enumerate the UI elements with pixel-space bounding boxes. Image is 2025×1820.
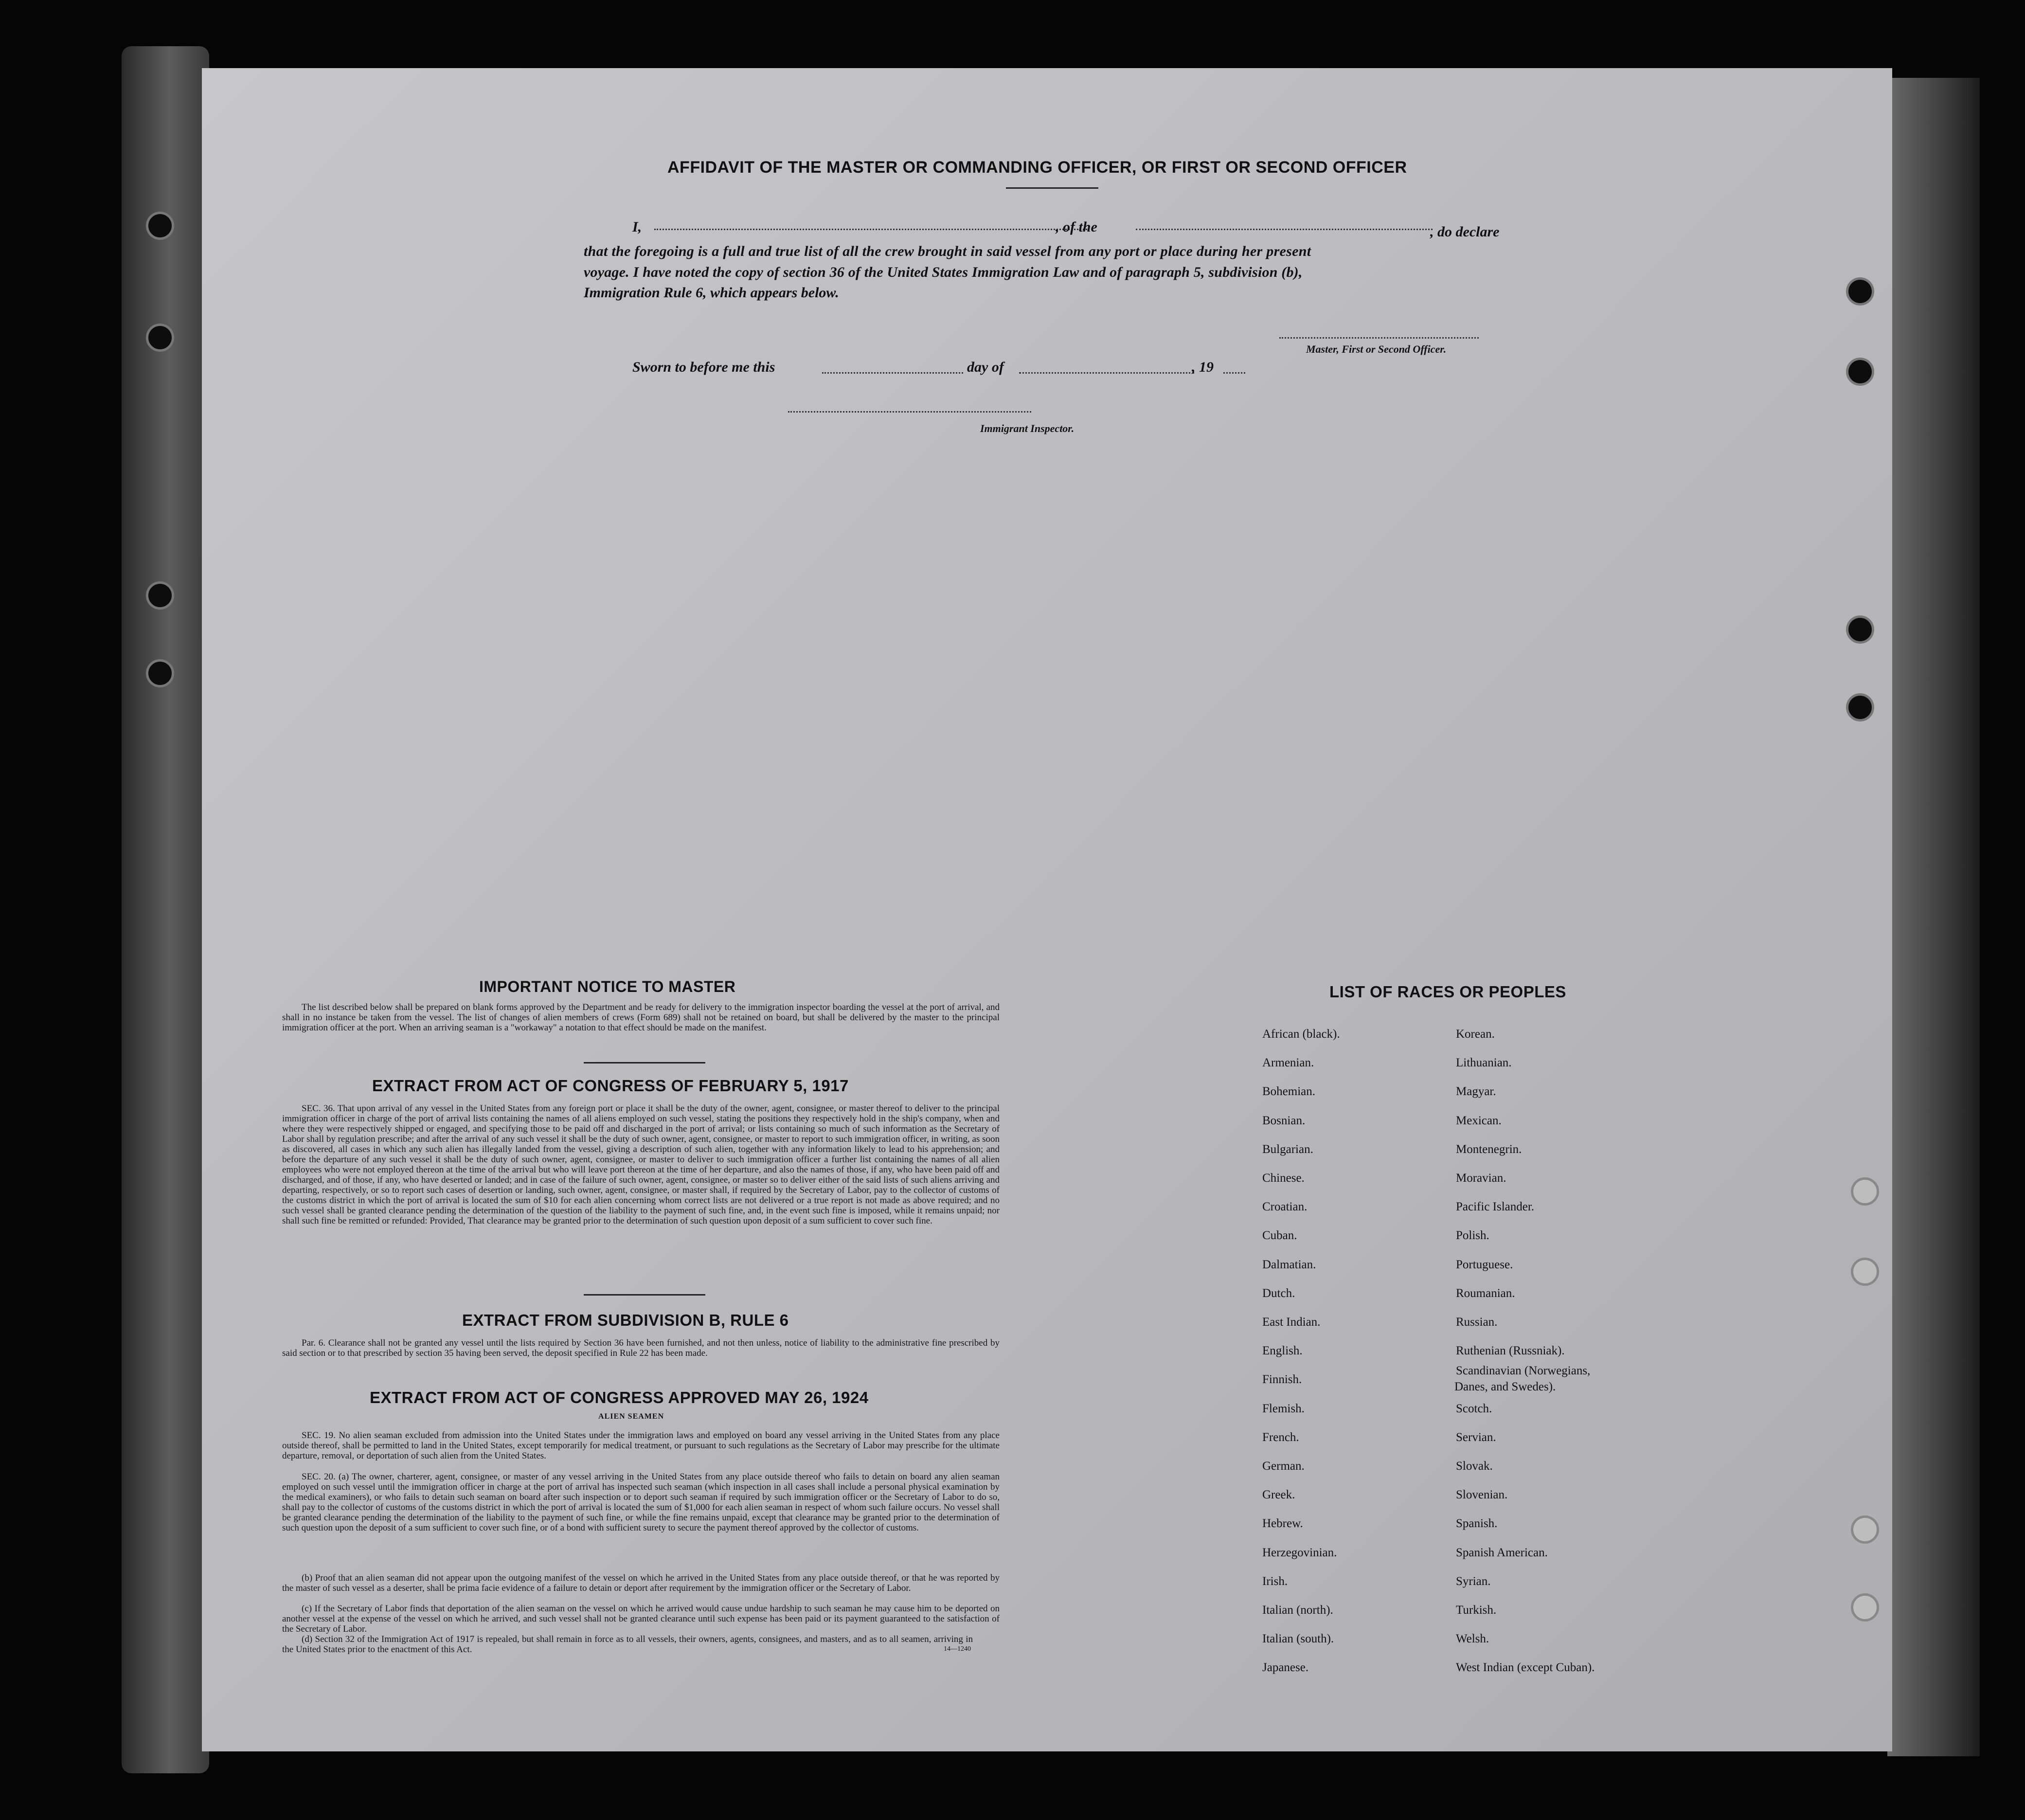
sec-19-text: SEC. 19. No alien seaman excluded from admission into the United States under the immigration laws and employed on board any vessel arriving in the United States from any place outside thereof, shall be permitted to land in the United States, except temporarily for medical treatment, or pursuant to such regulations as the Secretary of Labor may prescribe for the ultimate departure, removal, or deportation of such alien from the United States. <box>282 1430 1000 1461</box>
race-item: Syrian. <box>1456 1574 1491 1588</box>
binder-hole <box>146 212 174 240</box>
race-item: Portuguese. <box>1456 1258 1513 1271</box>
sec-20d-text: (d) Section 32 of the Immigration Act of 1917 is repealed, but shall remain in force as to all vessels, their owners, agents, consignees, and masters, and as to all seamen, arriving in the United States prior to the enactment of this Act. <box>282 1634 973 1655</box>
binder-hole <box>146 659 174 687</box>
rule-6-title: EXTRACT FROM SUBDIVISION B, RULE 6 <box>462 1311 789 1329</box>
race-item: Dutch. <box>1262 1286 1295 1300</box>
officer-signature-line[interactable] <box>1279 337 1479 339</box>
binder-hole <box>1846 693 1874 721</box>
race-item: Bulgarian. <box>1262 1142 1313 1156</box>
affidavit-declare: , do declare <box>1430 224 1500 240</box>
race-item: East Indian. <box>1262 1315 1321 1329</box>
race-item: African (black). <box>1262 1027 1340 1041</box>
race-item: Roumanian. <box>1456 1286 1515 1300</box>
race-item: Bohemian. <box>1262 1085 1316 1099</box>
race-item: Irish. <box>1262 1574 1288 1588</box>
alien-seamen-subtitle: ALIEN SEAMEN <box>598 1412 664 1421</box>
binder-hole <box>1846 615 1874 644</box>
race-item: Flemish. <box>1262 1402 1305 1415</box>
race-item: Russian. <box>1456 1315 1498 1329</box>
affidavit-of-the: , of the <box>1056 219 1097 235</box>
race-item: Slovenian. <box>1456 1488 1508 1502</box>
race-item: Bosnian. <box>1262 1114 1306 1127</box>
race-item: Japanese. <box>1262 1661 1309 1675</box>
race-item: Greek. <box>1262 1488 1295 1502</box>
affidavit-line-3: voyage. I have noted the copy of section 36 of the United States Immigration Law and of paragraph 5, subdivision (b), <box>584 264 1303 280</box>
notice-rule <box>584 1062 705 1063</box>
race-item: Spanish American. <box>1456 1546 1548 1559</box>
sworn-month-blank[interactable] <box>1019 372 1194 374</box>
race-item: Slovak. <box>1456 1460 1493 1473</box>
binder-hole <box>1851 1593 1879 1622</box>
binder-left-strip <box>122 46 209 1773</box>
binder-hole <box>1851 1177 1879 1206</box>
inspector-signature-line[interactable] <box>788 411 1031 413</box>
race-item: Moravian. <box>1456 1171 1506 1185</box>
notice-title: IMPORTANT NOTICE TO MASTER <box>479 978 736 995</box>
race-item: Italian (north). <box>1262 1604 1333 1617</box>
officer-signature-label: Master, First or Second Officer. <box>1306 343 1447 355</box>
name-blank[interactable] <box>654 229 1087 230</box>
binder-hole <box>1851 1515 1879 1544</box>
sec-20a-text: SEC. 20. (a) The owner, charterer, agent, consignee, or master of any vessel arriving in the United States from any place outside thereof who fails to detain on board any alien seaman employed on such vessel until the immigration officer in charge at the port of arrival has inspected such seaman (which inspection in all cases shall include a personal physical examination by the medical examiners), or who fails to detain such seaman on board after such inspection or to deport such seaman if required by such immigration officer or the Secretary of Labor to do so, shall pay to the collector of customs of the customs district in which the port of arrival is located the sum of $1,000 for each alien seaman in respect of whom such failure occurs. No vessel shall be granted clearance pending the determination of the liability to the payment of such fine, or while the fine remains unpaid, except that clearance may be granted prior to the determination of such question upon the deposit of a sum sufficient to cover such fine, or of a bond with sufficient surety to secure the payment thereof approved by the collector of customs. <box>282 1472 1000 1533</box>
rule-6-text: Par. 6. Clearance shall not be granted any vessel until the lists required by Section 36 have been furnished, and not then unless, notice of liability to the administrative fine prescribed by said section or to that prescribed by section 35 having been served, the deposit specified in Rule 22 has been made. <box>282 1338 1000 1358</box>
binder-hole <box>1851 1258 1879 1286</box>
race-item: Polish. <box>1456 1229 1489 1243</box>
sworn-text: Sworn to before me this <box>632 359 775 375</box>
affidavit-title: AFFIDAVIT OF THE MASTER OR COMMANDING OFFICER, OR FIRST OR SECOND OFFICER <box>667 158 1407 177</box>
binder-hole <box>1846 358 1874 386</box>
sec-20b-text: (b) Proof that an alien seaman did not appear upon the outgoing manifest of the vessel on which he arrived in the United States from any place outside thereof, or that he was reported by the master of such vessel as a deserter, shall be prima facie evidence of a failure to detain or deport after requirement by the immigration officer or the Secretary of Labor. <box>282 1573 1000 1593</box>
race-item: Welsh. <box>1456 1632 1489 1646</box>
race-item: Armenian. <box>1262 1056 1314 1070</box>
race-item: Cuban. <box>1262 1229 1297 1243</box>
race-item: Italian (south). <box>1262 1632 1334 1646</box>
affidavit-line-2: that the foregoing is a full and true list of all the crew brought in said vessel from any port or place during her present <box>584 243 1311 259</box>
race-item: West Indian (except Cuban). <box>1456 1661 1595 1675</box>
race-item: Magyar. <box>1456 1085 1496 1099</box>
sworn-day-of: day of <box>967 359 1004 375</box>
sworn-year-blank[interactable] <box>1223 372 1245 374</box>
extract-1917-rule <box>584 1294 705 1296</box>
race-item: Danes, and Swedes). <box>1454 1380 1556 1393</box>
extract-1924-title: EXTRACT FROM ACT OF CONGRESS APPROVED MAY 26, 1924 <box>370 1388 869 1406</box>
race-item: Pacific Islander. <box>1456 1200 1535 1214</box>
race-item: Scandinavian (Norwegians, <box>1456 1364 1591 1378</box>
affidavit-i: I, <box>632 219 642 235</box>
race-item: Croatian. <box>1262 1200 1308 1214</box>
race-item: Servian. <box>1456 1430 1496 1444</box>
race-item: Hebrew. <box>1262 1517 1303 1531</box>
race-item: English. <box>1262 1344 1303 1358</box>
binder-hole <box>146 324 174 352</box>
race-item: Chinese. <box>1262 1171 1305 1185</box>
race-item: Spanish. <box>1456 1517 1498 1531</box>
inspector-label: Immigrant Inspector. <box>980 422 1075 434</box>
binder-right-strip <box>1887 78 1980 1756</box>
race-item: Finnish. <box>1262 1373 1302 1387</box>
notice-text: The list described below shall be prepared on blank forms approved by the Department and be ready for delivery to the immigration inspector boarding the vessel at the port of arrival, and shall in no instance be taken from the vessel. The list of changes of alien members of crews (Form 689) shall not be retained on board, but shall be delivered by the master to the principal immigration officer at the port. When an arriving seaman is a "workaway" a notation to that effect should be made on the manifest. <box>282 1002 1000 1033</box>
sworn-day-blank[interactable] <box>822 372 963 374</box>
race-item: Herzegovinian. <box>1262 1546 1337 1559</box>
sworn-year: , 19 <box>1192 359 1214 375</box>
form-number: 14—1240 <box>944 1645 971 1653</box>
race-item: Lithuanian. <box>1456 1056 1512 1070</box>
vessel-blank[interactable] <box>1136 229 1433 230</box>
race-item: German. <box>1262 1460 1305 1473</box>
sec-20c-text: (c) If the Secretary of Labor finds that deportation of the alien seaman on the vessel on which he arrived would cause undue hardship to such seaman he may cause him to be deported on another vessel at the expense of the vessel on which he arrived, and such vessel shall not be granted clearance until such expense has been paid or its payment guaranteed to the satisfaction of the Secretary of Labor. <box>282 1604 1000 1634</box>
race-item: Turkish. <box>1456 1604 1497 1617</box>
race-item: Scotch. <box>1456 1402 1492 1415</box>
race-item: Dalmatian. <box>1262 1258 1316 1271</box>
race-item: Ruthenian (Russniak). <box>1456 1344 1565 1358</box>
affidavit-line-4: Immigration Rule 6, which appears below. <box>584 285 839 301</box>
race-item: Montenegrin. <box>1456 1142 1522 1156</box>
binder-hole <box>146 581 174 610</box>
affidavit-title-rule <box>1006 187 1098 189</box>
race-item: Korean. <box>1456 1027 1495 1041</box>
extract-1917-title: EXTRACT FROM ACT OF CONGRESS OF FEBRUARY 5, 1917 <box>372 1077 849 1095</box>
race-item: French. <box>1262 1430 1299 1444</box>
race-item: Mexican. <box>1456 1114 1502 1127</box>
races-title: LIST OF RACES OR PEOPLES <box>1329 983 1566 1001</box>
binder-hole <box>1846 277 1874 306</box>
extract-1917-text: SEC. 36. That upon arrival of any vessel in the United States from any foreign port or place it shall be the duty of the owner, agent, consignee, or master thereof to deliver to the principal immigration officer in charge of the port of arrival lists containing the names of all aliens employed on such vessel, stating the positions they respectively hold in the ship's company, when and where they were respectively shipped or engaged, and specifying those to be paid off and discharged in the port of arrival; or lists containing so much of such information as the Secretary of Labor shall by regulation prescribe; and after the arrival of any such vessel it shall be the duty of such owner, agent, consignee, or master to report to such immigration officer, in writing, as soon as discovered, all cases in which any such alien has illegally landed from the vessel, giving a description of such alien, together with any information likely to lead to his apprehension; and before the departure of any such vessel it shall be the duty of such owner, agent, consignee, or master to deliver to such immigration officer a further list containing the names of all alien employees who were not employed thereon at the time of the arrival but who will leave port thereon at the time of her departure, and also the names of those, if any, who have been paid off and discharged, and of those, if any, who have deserted or landed; and in case of the failure of such owner, agent, consignee, or master so to deliver either of the said lists of such aliens arriving and departing, respectively, or so to report such cases of desertion or landing, such owner, agent, consignee, or master shall, if required by the Secretary of Labor, pay to the collector of customs of the customs district in which the port of arrival is located the sum of $10 for each alien concerning whom correct lists are not delivered or a true report is not made as above required; and no such vessel shall be granted clearance pending the determination of the question of the liability to the payment of such fine, and, in the event such fine is imposed, while it remains unpaid; nor shall such fine be remitted or refunded: Provided, That clearance may be granted prior to the determination of such question upon deposit of a sum sufficient to cover such fine. <box>282 1103 1000 1226</box>
